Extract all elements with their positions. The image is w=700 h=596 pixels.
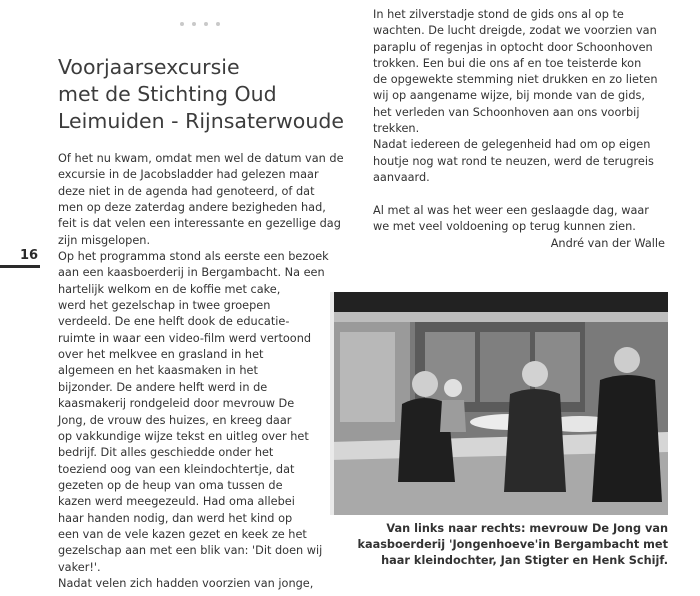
title-line: Voorjaarsexcursie	[58, 55, 240, 79]
text-line: een van de vele kazen gezet en keek ze het	[58, 527, 307, 541]
text-line: Van links naar rechts: mevrouw De Jong van	[386, 522, 668, 535]
text-line: excursie in de Jacobsladder had gelezen maar	[58, 168, 319, 182]
text-line: trokken. Een bui die ons af en toe teisterde kon	[373, 56, 642, 70]
text-line: verdeeld. De ene helft dook de educatie-	[58, 315, 290, 329]
text-line: Of het nu kwam, omdat men wel de datum van de	[58, 152, 344, 165]
text-line: kazen werd meegezeuld. Had oma allebei	[58, 495, 295, 509]
text-line: deze niet in de agenda had genoteerd, of dat	[58, 184, 315, 198]
right-column-text	[373, 7, 683, 235]
text-line: toeziend oog van een kleindochtertje, dat	[58, 462, 295, 476]
page-number-rule	[0, 265, 40, 268]
dot-icon	[204, 22, 208, 26]
author-signature: André van der Walle	[550, 237, 665, 250]
text-line: In het zilverstadje stond de gids ons al op te	[373, 8, 624, 21]
text-line: Nadat velen zich hadden voorzien van jonge,	[58, 576, 314, 590]
text-line: algemeen en het kaasmaken in het	[58, 364, 258, 378]
text-line: we met veel voldoening op terug kunnen zien.	[373, 219, 636, 233]
photo-caption	[340, 521, 668, 568]
decorative-dots	[180, 22, 240, 30]
left-column-text	[58, 151, 358, 592]
dot-icon	[216, 22, 220, 26]
text-line: de opgewekte stemming niet drukken en zo lieten	[373, 73, 658, 87]
text-line: aanvaard.	[373, 170, 430, 184]
text-line: Op het programma stond als eerste een bezoek	[58, 250, 329, 264]
text-line: gezelschap aan met een blik van: 'Dit doen wij	[58, 544, 323, 558]
text-line: het verleden van Schoonhoven aan ons voorbij	[373, 105, 640, 119]
text-line: men op deze zaterdag andere bezigheden had,	[58, 201, 326, 215]
text-line: wachten. De lucht dreigde, zodat we voorzien van	[373, 24, 657, 38]
text-line: wij op aangename wijze, bij monde van de gids,	[373, 89, 645, 103]
article-title	[58, 54, 358, 135]
text-line: Al met al was het weer een geslaagde dag, waar	[373, 203, 649, 217]
group-photo	[330, 292, 668, 515]
text-line: Jong, de vrouw des huizes, en kreeg daar	[58, 413, 292, 427]
text-line: kaasmakerij rondgeleid door mevrouw De	[58, 397, 295, 411]
text-line: op vakkundige wijze tekst en uitleg over het	[58, 429, 309, 443]
text-line: haar handen nodig, dan werd het kind op	[58, 511, 293, 525]
text-line: Nadat iedereen de gelegenheid had om op eigen	[373, 138, 651, 152]
text-line: gezeten op de heup van oma tussen de	[58, 478, 283, 492]
title-line: met de Stichting Oud	[58, 82, 277, 106]
text-line: aan een kaasboerderij in Bergambacht. Na een	[58, 266, 325, 280]
text-line: trekken.	[373, 122, 420, 136]
title-line: Leimuiden - Rijnsaterwoude	[58, 109, 344, 133]
text-line: houtje nog wat rond te neuzen, werd de terugreis	[373, 154, 654, 168]
dot-icon	[180, 22, 184, 26]
text-line: feit is dat velen een interessante en gezellige dag	[58, 217, 341, 231]
text-line: paraplu of regenjas in optocht door Schoonhoven	[373, 40, 653, 54]
dot-icon	[192, 22, 196, 26]
text-line: bijzonder. De andere helft werd in de	[58, 380, 268, 394]
text-line: ruimte in waar een video-film werd vertoond	[58, 331, 312, 345]
text-line: kaasboerderij 'Jongenhoeve'in Bergambacht met	[357, 537, 668, 551]
page-number: 16	[20, 248, 39, 263]
text-line: zijn misgelopen.	[58, 233, 151, 247]
text-line: werd het gezelschap in twee groepen	[58, 299, 271, 313]
text-line: vaker!'.	[58, 560, 101, 574]
text-line: over het melkvee en grasland in het	[58, 348, 264, 362]
text-line: haar kleindochter, Jan Stigter en Henk Schijf.	[381, 553, 668, 567]
text-line: bedrijf. Dit alles geschiedde onder het	[58, 446, 274, 460]
paragraph-gap	[373, 186, 683, 202]
text-line: hartelijk welkom en de koffie met cake,	[58, 282, 281, 296]
photo-illustration	[330, 292, 668, 515]
